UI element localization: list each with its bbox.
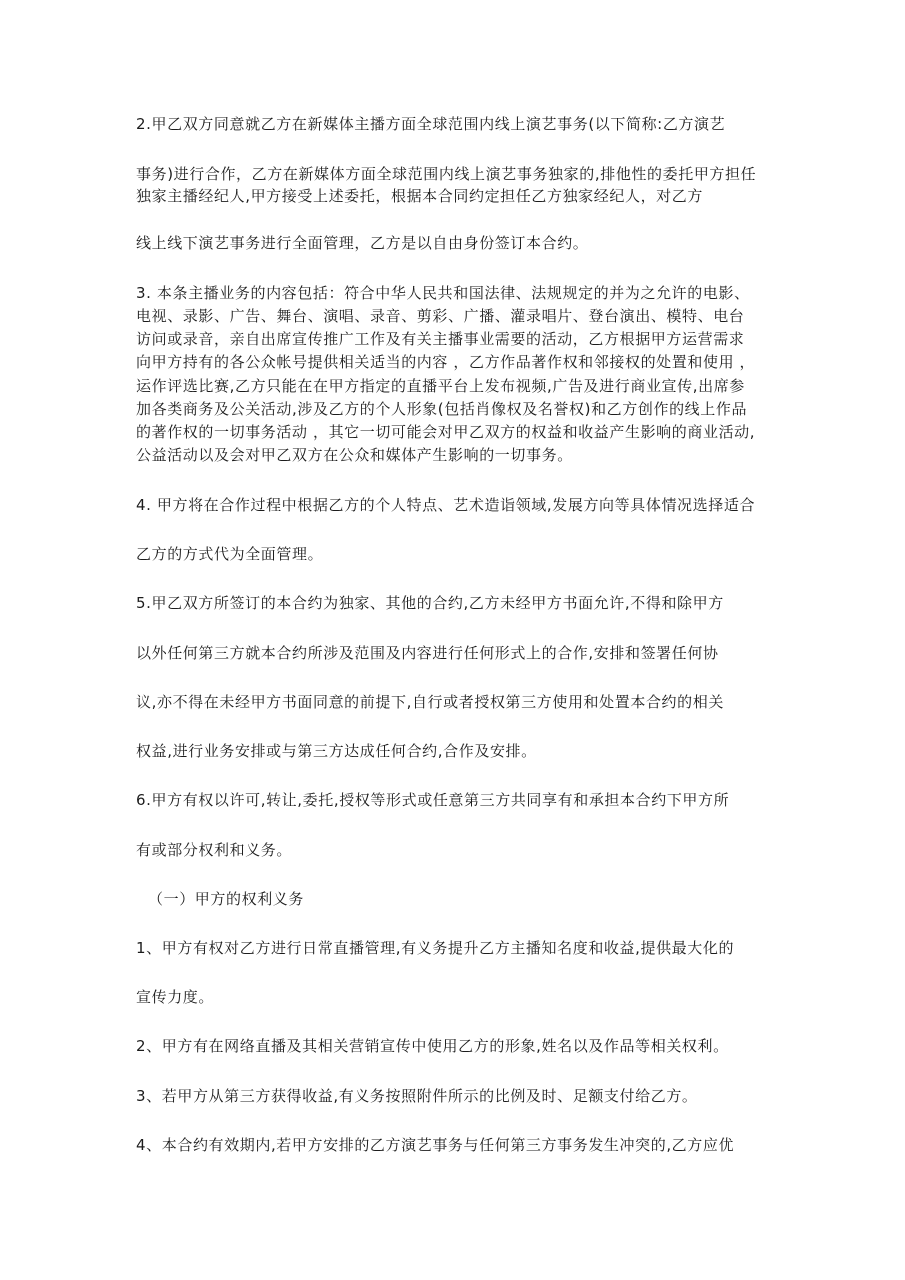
clause-6-line-1: 6.甲方有权以许可,转让,委托,授权等形式或任意第三方共同享有和承担本合约下甲方所	[136, 791, 730, 809]
item-3-line-1: 3、若甲方从第三方获得收益,有义务按照附件所示的比例及时、足额支付给乙方。	[136, 1087, 698, 1105]
item-1-line-2: 宣传力度。	[136, 988, 215, 1006]
clause-3-line-2: 电视、录影、广告、舞台、演唱、录音、剪彩、广播、灌录唱片、登台演出、模特、电台	[136, 307, 745, 325]
clause-5-line-3: 议,亦不得在未经甲方书面同意的前提下,自行或者授权第三方使用和处置本合约的相关	[136, 693, 724, 711]
clause-5-line-4: 权益,进行业务安排或与第三方达成任何合约,合作及安排。	[136, 742, 537, 760]
clause-2-line-3: 独家主播经纪人,甲方接受上述委托，根据本合同约定担任乙方独家经纪人，对乙方	[136, 187, 703, 205]
clause-5-line-1: 5.甲乙双方所签订的本合约为独家、其他的合约,乙方未经甲方书面允许,不得和除甲方	[136, 594, 724, 612]
clause-3-line-5: 运作评选比赛,乙方只能在在甲方指定的直播平台上发布视频,广告及进行商业宣传,出席参	[136, 377, 745, 395]
clause-2-line-4: 线上线下演艺事务进行全面管理，乙方是以自由身份签订本合约。	[136, 234, 589, 252]
clause-3-line-4: 向甲方持有的各公众帐号提供相关适当的内容 ，乙方作品著作权和邻接权的处置和使用 ，	[136, 353, 756, 371]
item-1-line-1: 1、甲方有权对乙方进行日常直播管理,有义务提升乙方主播知名度和收益,提供最大化的	[136, 939, 735, 957]
clause-6-line-2: 有或部分权利和义务。	[136, 841, 293, 859]
clause-3-line-1: 3. 本条主播业务的内容包括：符合中华人民共和国法律、法规规定的并为之允许的电影、	[136, 284, 750, 302]
item-4-line-1: 4、本合约有效期内,若甲方安排的乙方演艺事务与任何第三方事务发生冲突的,乙方应优	[136, 1136, 735, 1154]
section-heading-party-a-rights: （一）甲方的权利义务	[148, 890, 305, 908]
clause-3-line-6: 加各类商务及公关活动,涉及乙方的个人形象(包括肖像权及名誉权)和乙方创作的线上作品	[136, 400, 748, 418]
clause-2-line-2: 事务)进行合作，乙方在新媒体方面全球范围内线上演艺事务独家的,排他性的委托甲方担任	[136, 165, 757, 183]
clause-4-line-2: 乙方的方式代为全面管理。	[136, 545, 324, 563]
clause-5-line-2: 以外任何第三方就本合约所涉及范围及内容进行任何形式上的合作,安排和签署任何协	[136, 644, 719, 662]
item-2-line-1: 2、甲方有在网络直播及其相关营销宣传中使用乙方的形象,姓名以及作品等相关权利。	[136, 1037, 729, 1055]
clause-3-line-7: 的著作权的一切事务活动 ，其它一切可能会对甲乙双方的权益和收益产生影响的商业活动,	[136, 423, 756, 441]
clause-3-line-3: 访问或录音，亲自出席宣传推广工作及有关主播事业需要的活动，乙方根据甲方运营需求	[136, 330, 745, 348]
clause-4-line-1: 4. 甲方将在合作过程中根据乙方的个人特点、艺术造诣领域,发展方向等具体情况选择适合	[136, 496, 756, 514]
clause-2-line-1: 2.甲乙双方同意就乙方在新媒体主播方面全球范围内线上演艺事务(以下简称:乙方演艺	[136, 115, 726, 133]
clause-3-line-8: 公益活动以及会对甲乙双方在公众和媒体产生影响的一切事务。	[136, 446, 573, 464]
